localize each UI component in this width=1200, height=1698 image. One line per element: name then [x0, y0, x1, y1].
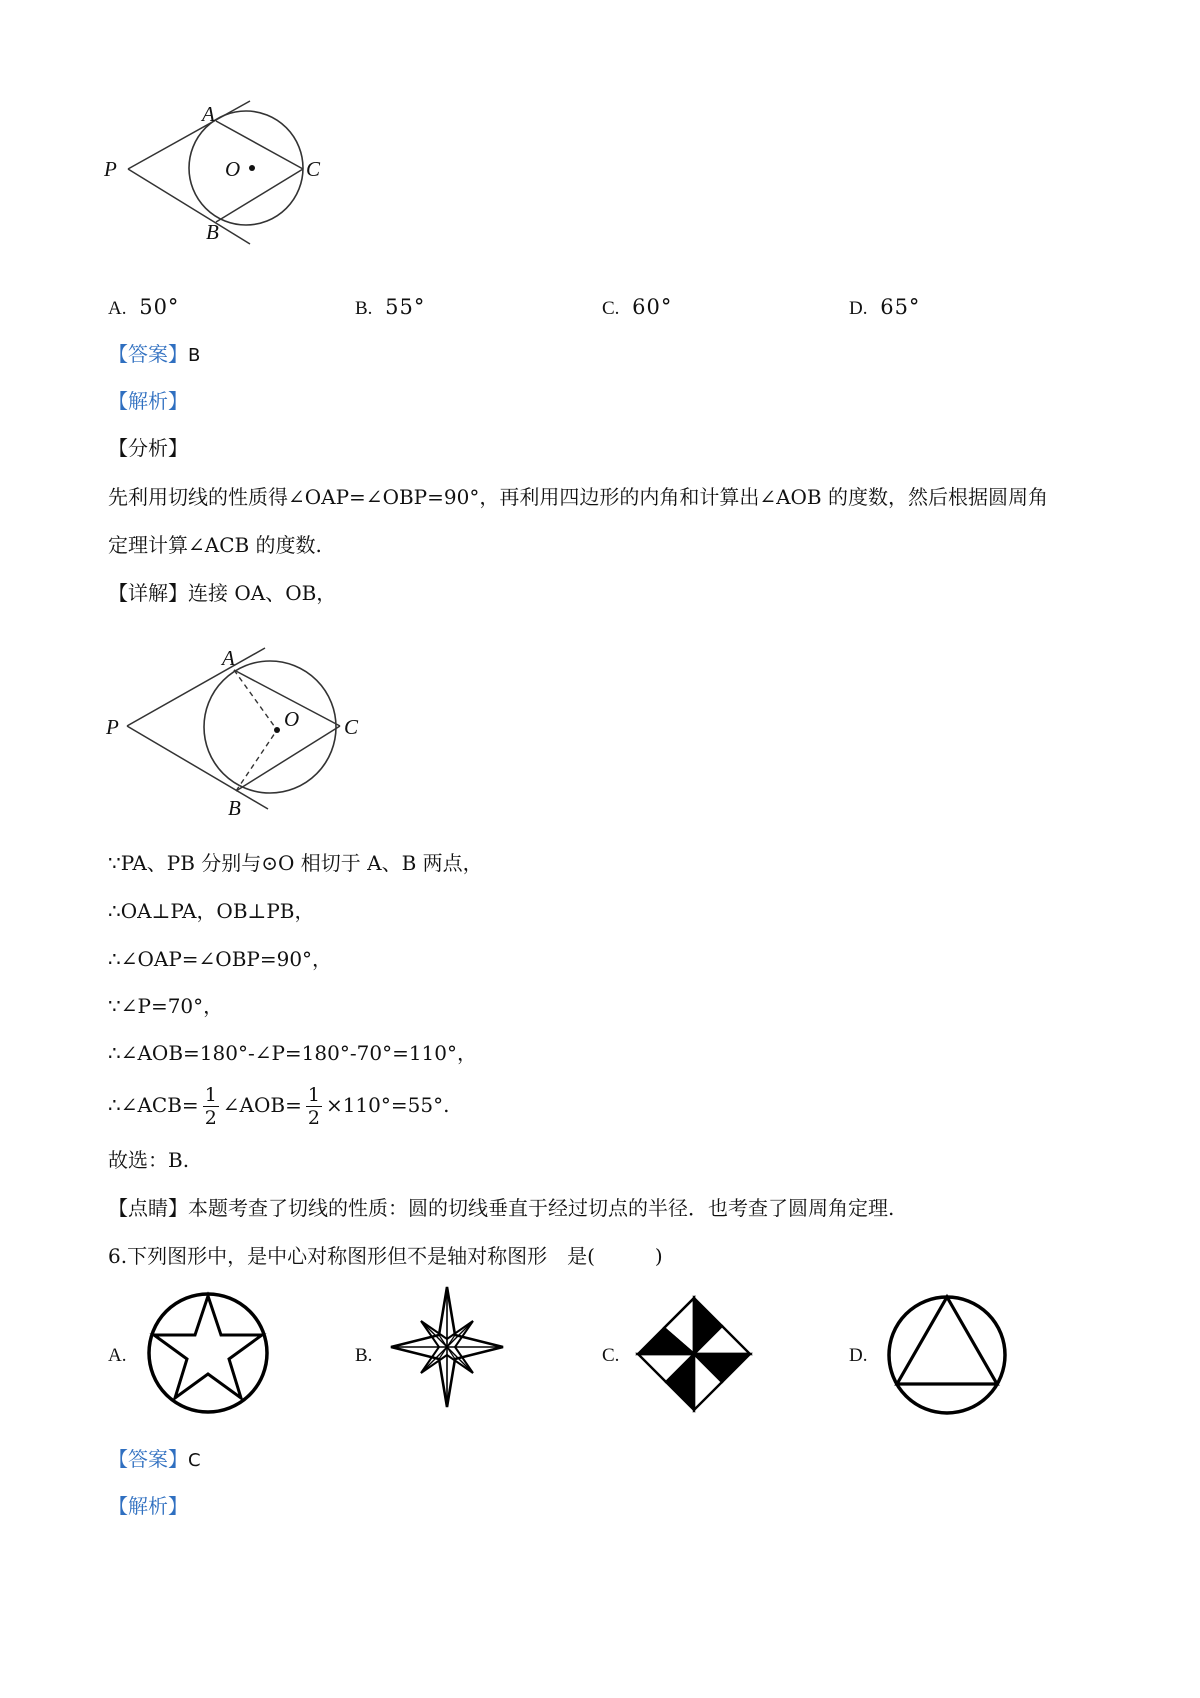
answer-value: C: [188, 1450, 201, 1471]
step-6-part-1: ∴∠ACB=: [108, 1093, 199, 1117]
fraction-numerator: 1: [204, 1084, 217, 1106]
choose-line: 故选：B.: [108, 1148, 190, 1172]
label-B: B: [206, 220, 219, 244]
label-A: A: [202, 102, 215, 126]
triangle-in-circle-icon: [882, 1290, 1012, 1420]
option-letter: D.: [849, 298, 868, 319]
q6-answer-line: [108, 1446, 201, 1474]
label-P: P: [104, 157, 117, 181]
label-O: O: [284, 707, 300, 731]
fraction-numerator: 1: [307, 1084, 320, 1106]
option-letter: C.: [602, 298, 620, 319]
answer-line: [108, 341, 200, 369]
option-d: [849, 294, 920, 322]
q6-option-letter-c: C.: [602, 1345, 620, 1366]
option-value: 50°: [139, 295, 180, 319]
label-O: O: [225, 157, 241, 181]
step-3: ∴∠OAP=∠OBP=90°，: [108, 947, 333, 971]
question-6: 6.下列图形中，是中心对称图形但不是轴对称图形 是( ): [108, 1244, 663, 1268]
comment-tag: 【点睛】: [108, 1196, 188, 1220]
figure-tangent-circle-1: [100, 95, 360, 255]
figure-tangent-circle-2: [100, 640, 390, 820]
answer-value: B: [188, 345, 201, 366]
detail-text: 连接 OA、OB，: [188, 581, 337, 605]
q6-option-letter-d: D.: [849, 1345, 868, 1366]
step-6-part-2: ∠AOB=: [222, 1093, 302, 1117]
label-A: A: [222, 646, 235, 670]
fraction-denominator: 2: [307, 1107, 320, 1129]
option-b: [355, 294, 425, 322]
q6-option-letter-a: A.: [108, 1345, 127, 1366]
fraction-denominator: 2: [204, 1107, 217, 1129]
option-value: 55°: [385, 295, 426, 319]
pinwheel-icon: [630, 1292, 758, 1417]
option-c: [602, 294, 672, 322]
fraction-half-2: [306, 1084, 322, 1129]
comment-line: [108, 1195, 894, 1221]
step-2: ∴OA⊥PA，OB⊥PB，: [108, 899, 315, 923]
detail-line: [108, 580, 336, 606]
label-C: C: [344, 715, 359, 739]
option-value: 65°: [880, 295, 921, 319]
fenxi-tag: 【分析】: [108, 436, 188, 460]
detail-tag: 【详解】: [108, 581, 188, 605]
option-letter: A.: [108, 298, 127, 319]
step-4: ∵∠P=70°，: [108, 994, 224, 1018]
option-value: 60°: [632, 295, 673, 319]
eight-point-star-icon: [385, 1285, 510, 1410]
fenxi-line-1: 先利用切线的性质得∠OAP=∠OBP=90°，再利用四边形的内角和计算出∠AOB 的度数，然后根据圆周角: [108, 485, 1048, 509]
step-6-fraction: [108, 1080, 449, 1130]
step-5: ∴∠AOB=180°-∠P=180°-70°=110°，: [108, 1041, 477, 1065]
q6-analysis-tag: 【解析】: [108, 1494, 188, 1518]
analysis-tag: 【解析】: [108, 389, 188, 413]
step-1: ∵PA、PB 分别与⊙O 相切于 A、B 两点，: [108, 851, 483, 875]
q6-option-letter-b: B.: [355, 1345, 373, 1366]
option-a: [108, 294, 179, 322]
star-in-circle-icon: [143, 1288, 273, 1418]
fraction-half-1: [203, 1084, 219, 1129]
label-P: P: [106, 715, 119, 739]
label-B: B: [228, 796, 241, 820]
answer-tag: 【答案】: [108, 1447, 188, 1471]
comment-text: 本题考查了切线的性质：圆的切线垂直于经过切点的半径．也考查了圆周角定理.: [188, 1196, 895, 1220]
fenxi-line-2: 定理计算∠ACB 的度数.: [108, 533, 322, 557]
answer-tag: 【答案】: [108, 342, 188, 366]
label-C: C: [306, 157, 321, 181]
step-6-part-3: ×110°=55°.: [325, 1093, 450, 1117]
option-letter: B.: [355, 298, 373, 319]
